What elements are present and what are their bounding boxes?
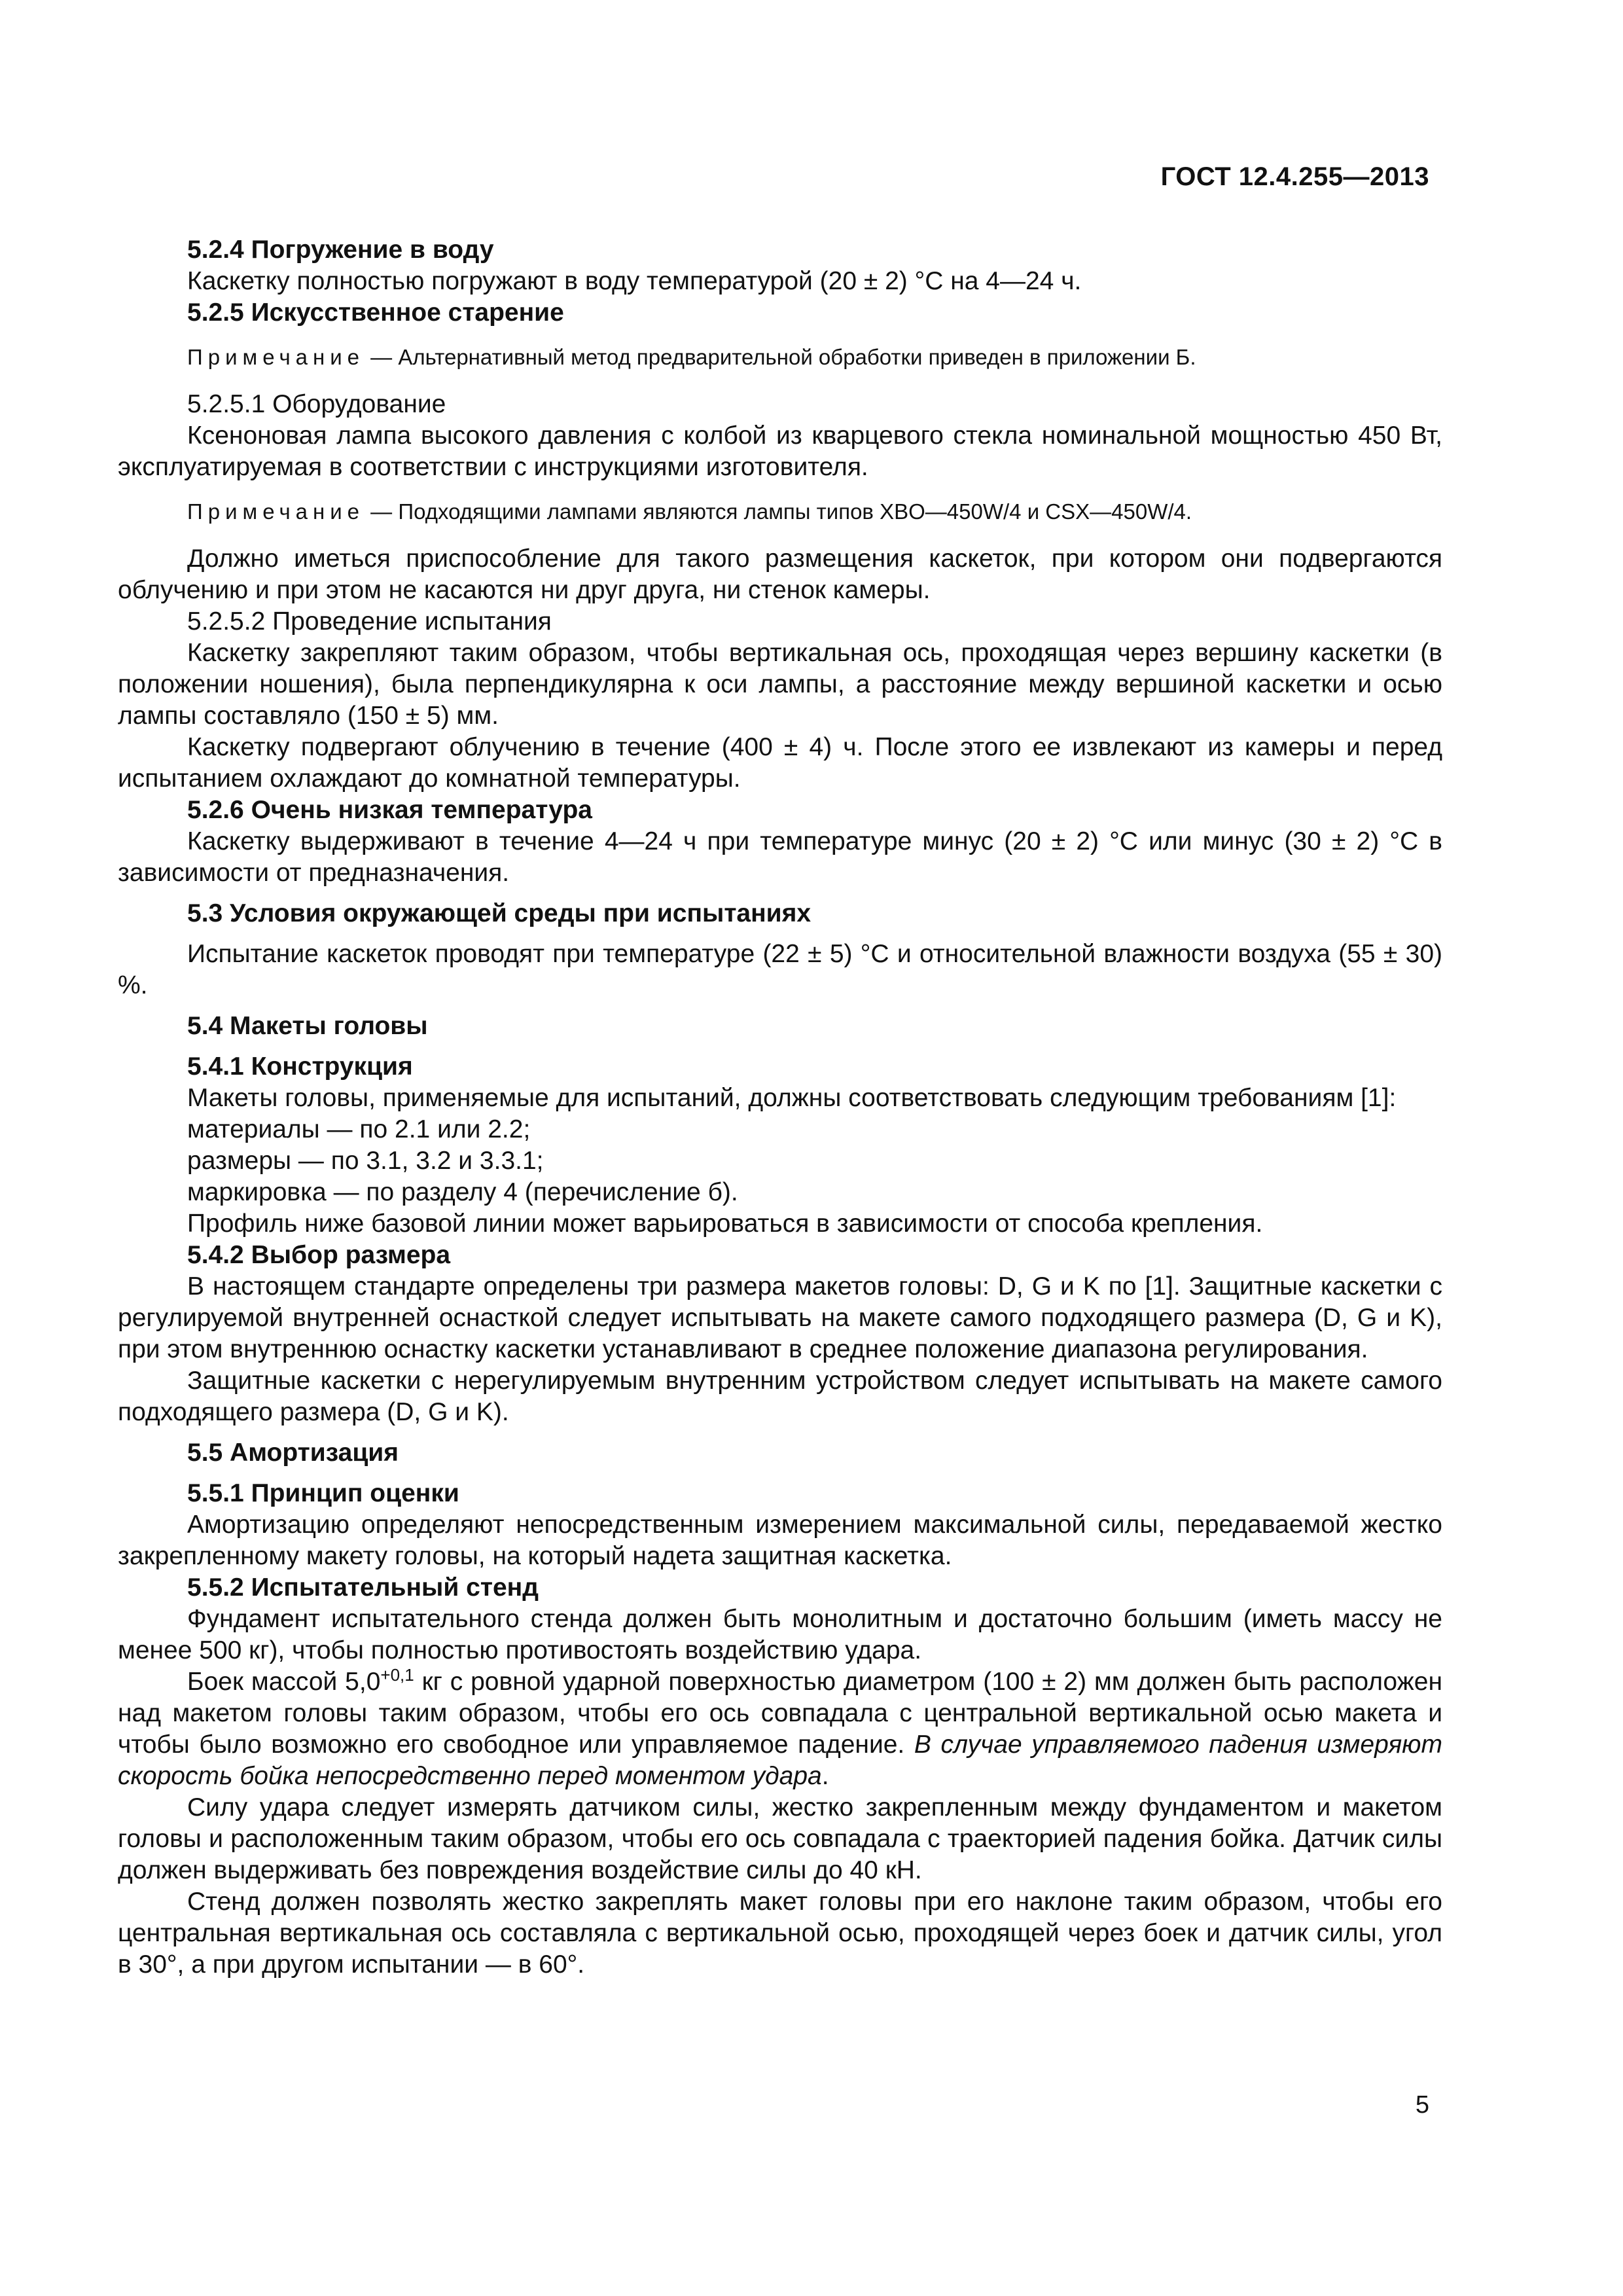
document-body <box>118 234 1442 1981</box>
note-5-2-5 <box>118 343 1442 372</box>
paragraph-5-5-2-b: Боек массой $5,0^{+0,1}$ кг с ровной ударной поверхностью диаметром (100 ± 2) мм должен быть расположен над макетом головы таким образом, чтобы его ось совпадала с центральной вертикальной осью макета и чтобы было возможно его свободное или управляемое падение. В случае управляемого падения измеряют скорость бойка непосредственно перед моментом удара. <box>118 1665 1442 1790</box>
paragraph-5-5-2-d: Стенд должен позволять жестко закреплять макет головы при его наклоне таким образом, чтобы его центральная вертикальная ось составляла с вертикальной осью, проходящей через боек и датчик силы, угол в 30°, а при другом испытании — в 60°. <box>118 1888 1442 1979</box>
paragraph-5-4-1: Макеты головы, применяемые для испытаний, должны соответствовать следующим требованиям [1]: <box>187 1084 1397 1112</box>
heading-5-3: 5.3 Условия окружающей среды при испытаниях <box>187 899 812 927</box>
note-label: Примечание <box>187 499 365 524</box>
paragraph-5-4-2-a: В настоящем стандарте определены три размера макетов головы: D, G и K по [1]. Защитные каскетки с регулируемой внутренней оснасткой следует испытывать на макете самого подходящего размера (D, G и K), при этом внутреннюю оснастку каскетки устанавливают в среднее положение диапазона регулирования. <box>118 1272 1442 1363</box>
list-item: маркировка — по разделу 4 (перечисление б). <box>187 1178 738 1206</box>
heading-5-4-1: 5.4.1 Конструкция <box>187 1052 413 1081</box>
note-text: — Альтернативный метод предварительной обработки приведен в приложении Б. <box>365 345 1196 369</box>
list-item: размеры — по 3.1, 3.2 и 3.3.1; <box>187 1147 544 1175</box>
paragraph-5-2-4: Каскетку полностью погружают в воду температурой (20 ± 2) °С на 4—24 ч. <box>187 267 1082 295</box>
heading-5-5: 5.5 Амортизация <box>187 1439 399 1467</box>
heading-5-2-4: 5.2.4 Погружение в воду <box>187 236 494 264</box>
heading-5-5-2: 5.5.2 Испытательный стенд <box>187 1573 539 1602</box>
paragraph-5-3: Испытание каскеток проводят при температуре (22 ± 5) °С и относительной влажности воздуха (55 ± 30) %. <box>118 940 1442 999</box>
heading-5-4: 5.4 Макеты головы <box>187 1012 428 1040</box>
paragraph-5-2-5-2-a: Каскетку закрепляют таким образом, чтобы вертикальная ось, проходящая через вершину каскетки (в положении ношения), была перпендикулярна к оси лампы, а расстояние между вершиной каскетки и осью лампы составляло (150 ± 5) мм. <box>118 639 1442 730</box>
document-id-header: ГОСТ 12.4.255—2013 <box>1160 162 1429 191</box>
list-item: материалы — по 2.1 или 2.2; <box>187 1115 531 1143</box>
paragraph-5-5-2-a: Фундамент испытательного стенда должен быть монолитным и достаточно большим (иметь массу не менее 500 кг), чтобы полностью противостоять воздействию удара. <box>118 1605 1442 1664</box>
paragraph-5-2-6: Каскетку выдерживают в течение 4—24 ч при температуре минус (20 ± 2) °С или минус (30 ± 2) °С в зависимости от предназначения. <box>118 827 1442 887</box>
heading-5-2-5-1: 5.2.5.1 Оборудование <box>187 390 446 418</box>
italic-text: В случае управляемого падения измеряют скорость бойка непосредственно перед моментом удара <box>118 1731 1442 1790</box>
heading-5-4-2: 5.4.2 Выбор размера <box>187 1241 451 1269</box>
paragraph-5-4-2-b: Защитные каскетки с нерегулируемым внутренним устройством следует испытывать на макете самого подходящего размера (D, G и K). <box>118 1367 1442 1426</box>
heading-5-2-5-2: 5.2.5.2 Проведение испытания <box>187 607 552 636</box>
paragraph-5-5-1: Амортизацию определяют непосредственным измерением максимальной силы, передаваемой жестко закрепленному макету головы, на который надета защитная каскетка. <box>118 1511 1442 1570</box>
note-text: — Подходящими лампами являются лампы типов XBO—450W/4 и CSX—450W/4. <box>365 499 1192 524</box>
paragraph-5-2-5-1: Ксеноновая лампа высокого давления с колбой из кварцевого стекла номинальной мощностью 450 Вт, эксплуатируемая в соответствии с инструкциями изготовителя. <box>118 422 1442 481</box>
heading-5-5-1: 5.5.1 Принцип оценки <box>187 1479 459 1507</box>
page-number: 5 <box>1415 2091 1429 2119</box>
heading-5-2-5: 5.2.5 Искусственное старение <box>187 298 564 327</box>
paragraph-5-2-5-1-fixture: Должно иметься приспособление для такого размещения каскеток, при котором они подвергаются облучению и при этом не касаются ни друг друга, ни стенок камеры. <box>118 545 1442 604</box>
note-5-2-5-1 <box>118 497 1442 526</box>
tolerance-superscript: +0,1 <box>380 1665 414 1685</box>
paragraph-5-2-5-2-b: Каскетку подвергают облучению в течение (400 ± 4) ч. После этого ее извлекают из камеры и перед испытанием охлаждают до комнатной температуры. <box>118 733 1442 793</box>
paragraph-5-5-2-c: Силу удара следует измерять датчиком силы, жестко закрепленным между фундаментом и макетом головы и расположенным таким образом, чтобы его ось совпадала с траекторией падения бойка. Датчик силы должен выдерживать без повреждения воздействие силы до 40 кН. <box>118 1793 1442 1884</box>
heading-5-2-6: 5.2.6 Очень низкая температура <box>187 796 592 824</box>
note-label: Примечание <box>187 345 365 369</box>
paragraph-5-4-1-profile: Профиль ниже базовой линии может варьироваться в зависимости от способа крепления. <box>187 1210 1263 1238</box>
